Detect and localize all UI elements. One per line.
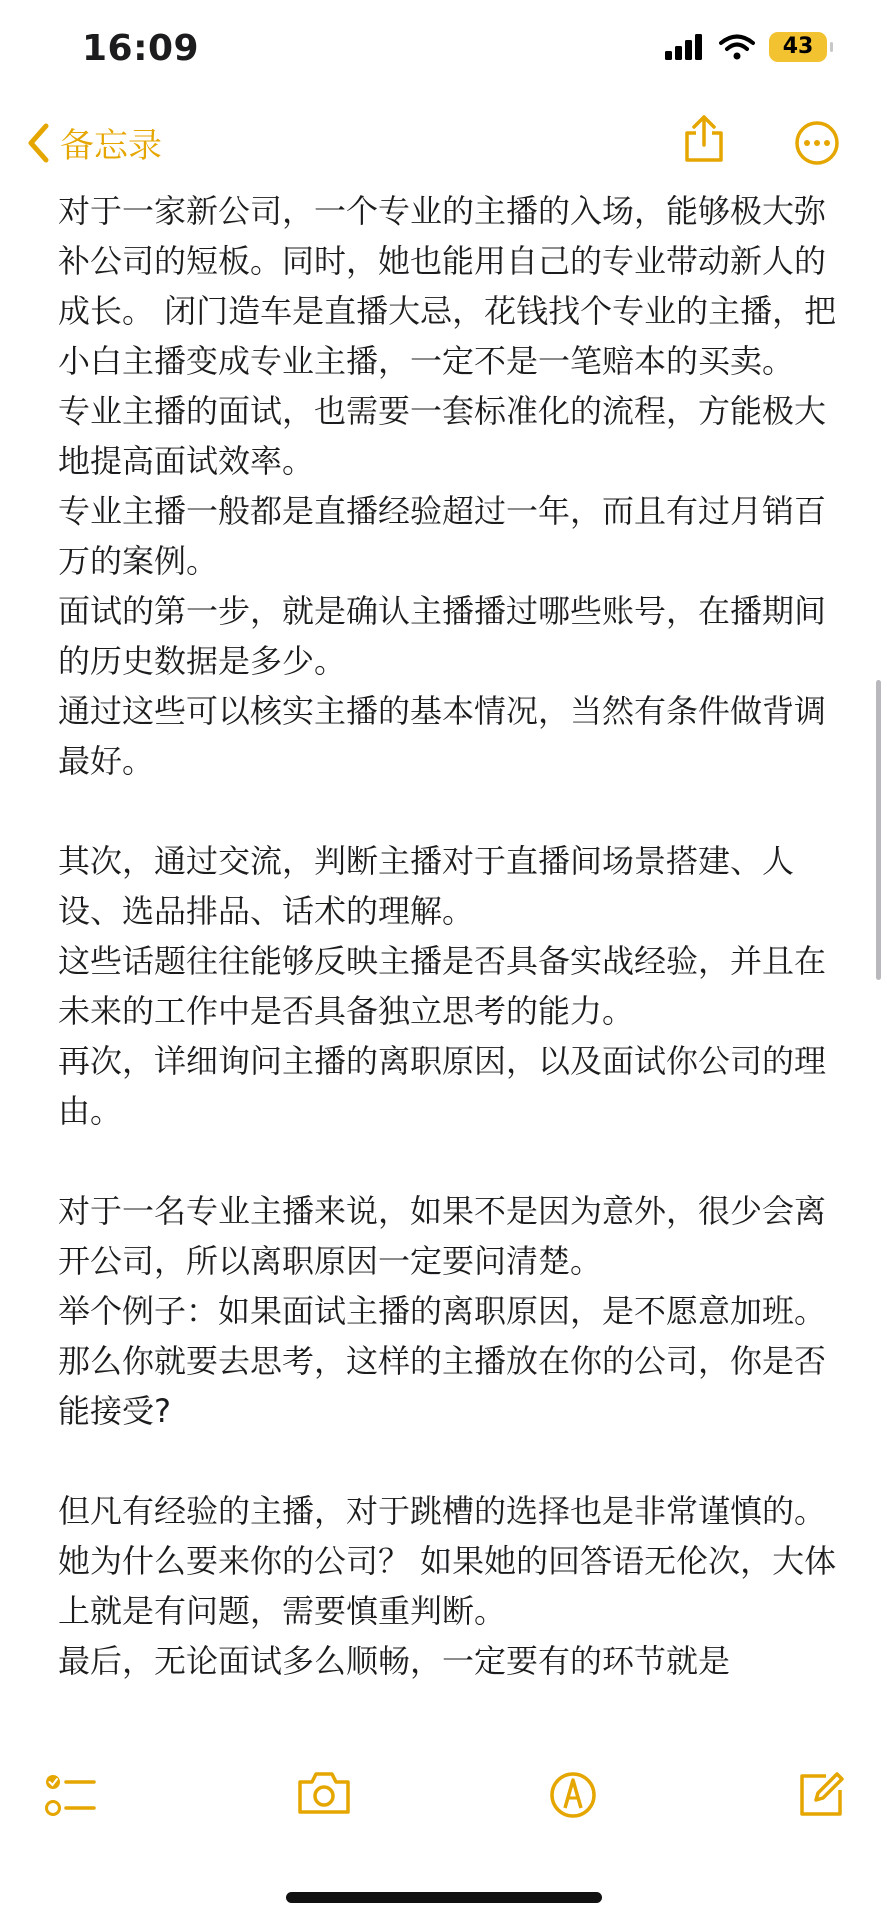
checklist-icon [44,1770,98,1820]
more-icon [794,120,840,166]
markup-button[interactable] [548,1770,598,1824]
note-blank-line [58,786,838,836]
more-button[interactable] [794,120,840,170]
wifi-icon [719,34,755,60]
nav-bar [0,100,887,190]
chevron-left-icon [26,123,50,163]
back-label: 备忘录 [60,126,162,166]
note-paragraph: 对于一家新公司，一个专业的主播的入场，能够极大弥补公司的短板。同时，她也能用自己的专业带动新人的成长。 闭门造车是直播大忌，花钱找个专业的主播，把小白主播变成专业主播，一定不是一笔赔本的买卖。 [58,192,837,380]
note-paragraph: 但凡有经验的主播，对于跳槽的选择也是非常谨慎的。 她为什么要来你的公司？ 如果她的回答语无伦次，大体上就是有问题，需要慎重判断。 [58,1492,837,1630]
note-paragraph: 专业主播的面试，也需要一套标准化的流程，方能极大地提高面试效率。 [58,392,827,480]
compose-icon [796,1770,846,1820]
note-paragraph: 对于一名专业主播来说，如果不是因为意外，很少会离开公司，所以离职原因一定要问清楚。 [58,1192,827,1280]
note-paragraph: 专业主播一般都是直播经验超过一年，而且有过月销百万的案例。 [58,492,827,580]
share-icon [682,114,726,164]
note-paragraph: 面试的第一步，就是确认主播播过哪些账号，在播期间的历史数据是多少。 [58,592,827,680]
note-paragraph: 其次，通过交流，判断主播对于直播间场景搭建、人设、选品排品、话术的理解。 [58,842,795,930]
back-button[interactable] [26,118,162,167]
note-paragraph: 举个例子：如果面试主播的离职原因，是不愿意加班。 那么你就要去思考，这样的主播放在你的公司，你是否能接受? [58,1292,827,1430]
checklist-button[interactable] [44,1770,98,1824]
note-blank-line [58,1436,838,1486]
note-paragraph: 通过这些可以核实主播的基本情况，当然有条件做背调最好。 [58,692,827,780]
note-paragraph: 再次，详细询问主播的离职原因，以及面试你公司的理由。 [58,1042,827,1130]
camera-icon [296,1770,352,1816]
camera-button[interactable] [296,1770,352,1820]
scroll-indicator[interactable] [876,680,881,980]
status-icons [665,32,827,62]
note-body[interactable] [58,186,838,1686]
cellular-signal-icon [665,34,705,60]
status-time: 16:09 [82,28,200,69]
compose-button[interactable] [796,1770,846,1824]
note-paragraph: 最后，无论面试多么顺畅，一定要有的环节就是 [58,1642,731,1680]
note-paragraph: 这些话题往往能够反映主播是否具备实战经验，并且在未来的工作中是否具备独立思考的能力。 [58,942,827,1030]
share-button[interactable] [682,114,726,168]
bottom-toolbar [0,1770,887,1840]
note-blank-line [58,1136,838,1186]
battery-icon: 43 [769,32,827,62]
home-indicator[interactable] [286,1892,602,1903]
status-bar [0,0,887,100]
markup-pen-icon [548,1770,598,1820]
